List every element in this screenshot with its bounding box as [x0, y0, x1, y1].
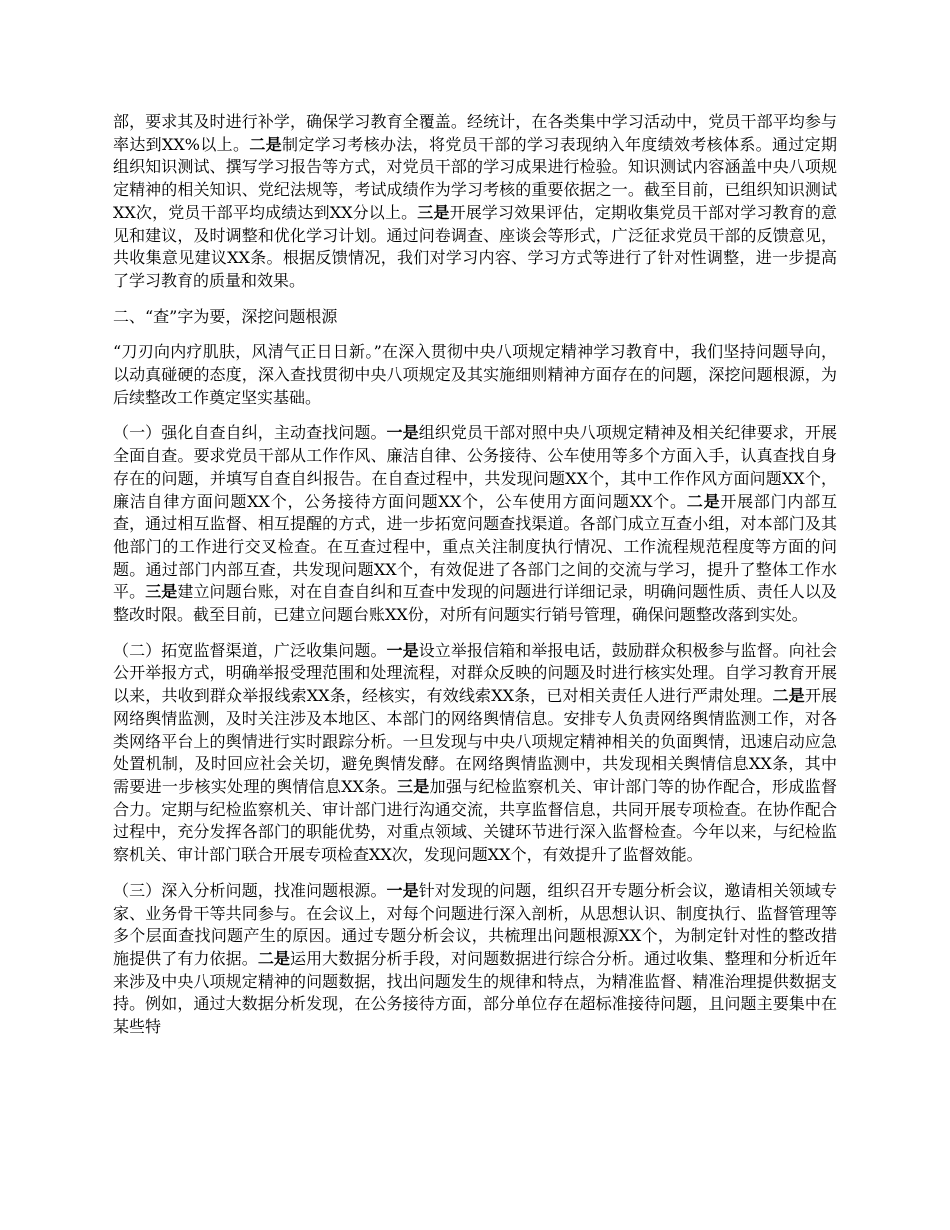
text-run: 制定学习考核办法，将党员干部的学习表现纳入年度绩效考核体系。通过定期组织知识测试、撰写学习报告等方式，对党员干部的学习成果进行检验。知识测试内容涵盖中央八项规定精神的相关知识、党纪法规等，考试成绩作为学习考核的重要依据之一。截至目前，已组织知识测试XX次，党员干部平均成绩达到XX分以上。: [113, 134, 837, 222]
bold-ordinal: 二是: [249, 134, 282, 154]
bold-ordinal: 二是: [257, 948, 290, 968]
body-paragraph: [113, 111, 837, 293]
text-run: 建立问题台账，对在自查自纠和互查中发现的问题进行详细记录，明确问题性质、责任人以及整改时限。截至目前，已建立问题台账XX份，对所有问题实行销号管理，确保问题整改落到实处。: [113, 582, 837, 625]
bold-ordinal: 一是: [386, 880, 419, 900]
text-run: 运用大数据分析手段，对问题数据进行综合分析。通过收集、整理和分析近年来涉及中央八项规定精神的问题数据，找出问题发生的规律和特点，为精准监督、精准治理提供数据支持。例如，通过大数据分析发现，在公务接待方面，部分单位存在超标准接待问题，且问题主要集中在某些特: [113, 948, 837, 1037]
body-paragraph: [113, 880, 837, 1039]
text-run: 设立举报信箱和举报电话，鼓励群众积极参与监督。向社会公开举报方式，明确举报受理范围和处理流程，对群众反映的问题及时进行核实处理。自学习教育开展以来，共收到群众举报线索XX条，经核实，有效线索XX条，已对相关责任人进行严肃处理。: [113, 640, 837, 706]
text-run: 开展部门内部互查，通过相互监督、相互提醒的方式，进一步拓宽问题查找渠道。各部门成立互查小组，对本部门及其他部门的工作进行交叉检查。在互查过程中，重点关注制度执行情况、工作流程规范程度等方面的问题。通过部门内部互查，共发现问题XX个，有效促进了各部门之间的交流与学习，提升了整体工作水平。: [113, 491, 837, 602]
bold-ordinal: 一是: [386, 640, 419, 660]
text-run: 组织党员干部对照中央八项规定精神及相关纪律要求，开展全面自查。要求党员干部从工作作风、廉洁自律、公务接待、公车使用等多个方面入手，认真查找自身存在的问题，并填写自查自纠报告。在自查过程中，共发现问题XX个，其中工作作风方面问题XX个，廉洁自律方面问题XX个，公务接待方面问题XX个，公车使用方面问题XX个。: [113, 423, 837, 511]
body-paragraph: [113, 341, 837, 409]
body-paragraph: [113, 422, 837, 626]
text-run: 针对发现的问题，组织召开专题分析会议，邀请相关领域专家、业务骨干等共同参与。在会议上，对每个问题进行深入剖析，从思想认识、制度执行、监督管理等多个层面查找问题产生的原因。通过专题分析会议，共梳理出问题根源XX个，为制定针对性的整改措施提供了有力依据。: [113, 880, 837, 968]
bold-ordinal: 二是: [686, 491, 721, 511]
text-run: 开展网络舆情监测，及时关注涉及本地区、本部门的网络舆情信息。安排专人负责网络舆情监测工作，对各类网络平台上的舆情进行实时跟踪分析。一旦发现与中央八项规定精神相关的负面舆情，迅速启动应急处置机制，及时回应社会关切，避免舆情发酵。在网络舆情监测中，共发现相关舆情信息XX条，其中需要进一步核实处理的舆情信息XX条。: [113, 686, 837, 796]
bold-ordinal: 二是: [772, 686, 805, 706]
text-run: （二）拓宽监督渠道，广泛收集问题。: [113, 640, 387, 660]
section-heading: [113, 306, 837, 329]
bold-ordinal: 一是: [386, 423, 419, 443]
document-page: [113, 111, 837, 1052]
text-run: 部，要求其及时进行补学，确保学习教育全覆盖。经统计，在各类集中学习活动中，党员干部平均参与率达到XX%以上。: [113, 112, 837, 154]
text-run: 开展学习效果评估，定期收集党员干部对学习教育的意见和建议，及时调整和优化学习计划。通过问卷调查、座谈会等形式，广泛征求党员干部的反馈意见，共收集意见建议XX条。根据反馈情况，我们对学习内容、学习方式等进行了针对性调整，进一步提高了学习教育的质量和效果。: [113, 202, 837, 290]
bold-ordinal: 三是: [417, 202, 450, 222]
text-run: （一）强化自查自纠，主动查找问题。: [113, 423, 387, 443]
text-run: “刀刃向内疗肌肤，风清气正日日新。”在深入贯彻中央八项规定精神学习教育中，我们坚持问题导向，以动真碰硬的态度，深入查找贯彻中央八项规定及其实施细则精神方面存在的问题，深挖问题根源，为后续整改工作奠定坚实基础。: [113, 342, 837, 407]
text-run: （三）深入分析问题，找准问题根源。: [113, 880, 387, 900]
bold-ordinal: 三是: [397, 776, 430, 796]
document-body: [113, 111, 837, 1039]
bold-ordinal: 三是: [145, 582, 178, 602]
body-paragraph: [113, 640, 837, 867]
text-run: 加强与纪检监察机关、审计部门等的协作配合，形成监督合力。定期与纪检监察机关、审计部门进行沟通交流，共享监督信息，共同开展专项检查。在协作配合过程中，充分发挥各部门的职能优势，对重点领域、关键环节进行深入监督检查。今年以来，与纪检监察机关、审计部门联合开展专项检查XX次，发现问题XX个，有效提升了监督效能。: [113, 776, 837, 865]
text-run: 二、“查”字为要，深挖问题根源: [113, 306, 338, 326]
